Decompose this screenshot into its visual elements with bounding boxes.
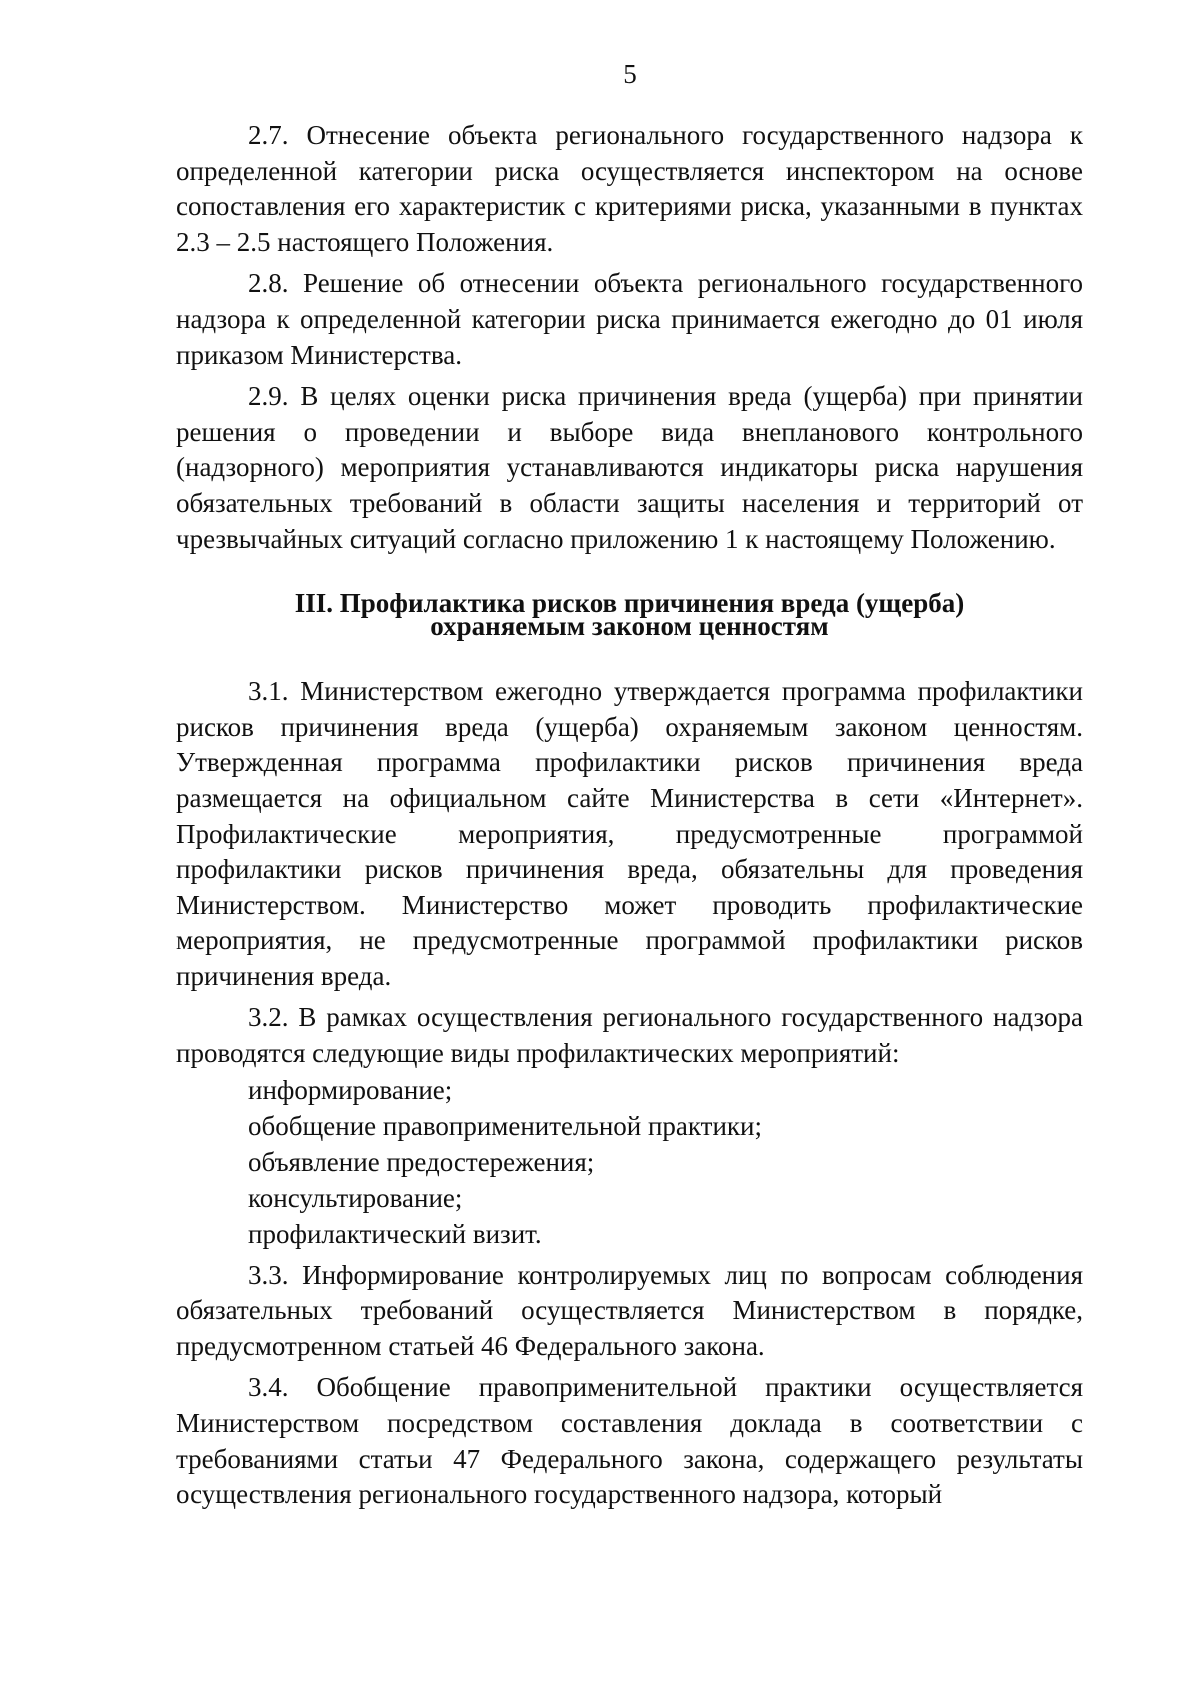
list-item: обобщение правоприменительной практики;	[248, 1110, 762, 1141]
paragraph-3-1: 3.1. Министерством ежегодно утверждается программа профилактики рисков причинения вреда (ущерба) охраняемым законом ценностям. Утвержденная программа профилактики рисков причинения вреда размещается на официальном сайте Министерства в сети «Интернет». Профилактические мероприятия, предусмотренные программой профилактики рисков причинения вреда, обязательны для проведения Министерством. Министерство может проводить профилактические мероприятия, не предусмотренные программой профилактики рисков причинения вреда.	[176, 676, 1083, 991]
paragraph-2-9: 2.9. В целях оценки риска причинения вреда (ущерба) при принятии решения о проведении и выборе вида внепланового контрольного (надзорного) мероприятия устанавливаются индикаторы риска нарушения обязательных требований в области защиты населения и территорий от чрезвычайных ситуаций согласно приложению 1 к настоящему Положению.	[176, 381, 1083, 554]
paragraph-3-4: 3.4. Обобщение правоприменительной практики осуществляется Министерством посредством составления доклада в соответствии с требованиями статьи 47 Федерального закона, содержащего результаты осуществления регионального государственного надзора, который	[176, 1372, 1083, 1510]
paragraph-3-2: 3.2. В рамках осуществления регионального государственного надзора проводятся следующие виды профилактических мероприятий:	[176, 1002, 1083, 1069]
list-item: консультирование;	[248, 1182, 463, 1213]
list-item: профилактический визит.	[248, 1218, 542, 1249]
list-item: информирование;	[248, 1074, 453, 1105]
section-heading-line-2: охраняемым законом ценностям	[430, 611, 829, 642]
page-number: 5	[623, 59, 637, 89]
paragraph-3-3: 3.3. Информирование контролируемых лиц по вопросам соблюдения обязательных требований осуществляется Министерством в порядке, предусмотренном статьей 46 Федерального закона.	[176, 1259, 1083, 1361]
section-heading-line-1: III. Профилактика рисков причинения вреда (ущерба)	[294, 588, 965, 619]
paragraph-2-7: 2.7. Отнесение объекта регионального государственного надзора к определенной категории риска осуществляется инспектором на основе сопоставления его характеристик с критериями риска, указанными в пунктах 2.3 – 2.5 настоящего Положения.	[176, 120, 1083, 257]
paragraph-2-8: 2.8. Решение об отнесении объекта регионального государственного надзора к определенной категории риска принимается ежегодно до 01 июля приказом Министерства.	[176, 268, 1083, 370]
section-heading	[176, 588, 1083, 642]
prevention-measures-list	[176, 1072, 1083, 1252]
list-item: объявление предостережения;	[248, 1146, 595, 1177]
document-body	[176, 118, 1083, 1513]
